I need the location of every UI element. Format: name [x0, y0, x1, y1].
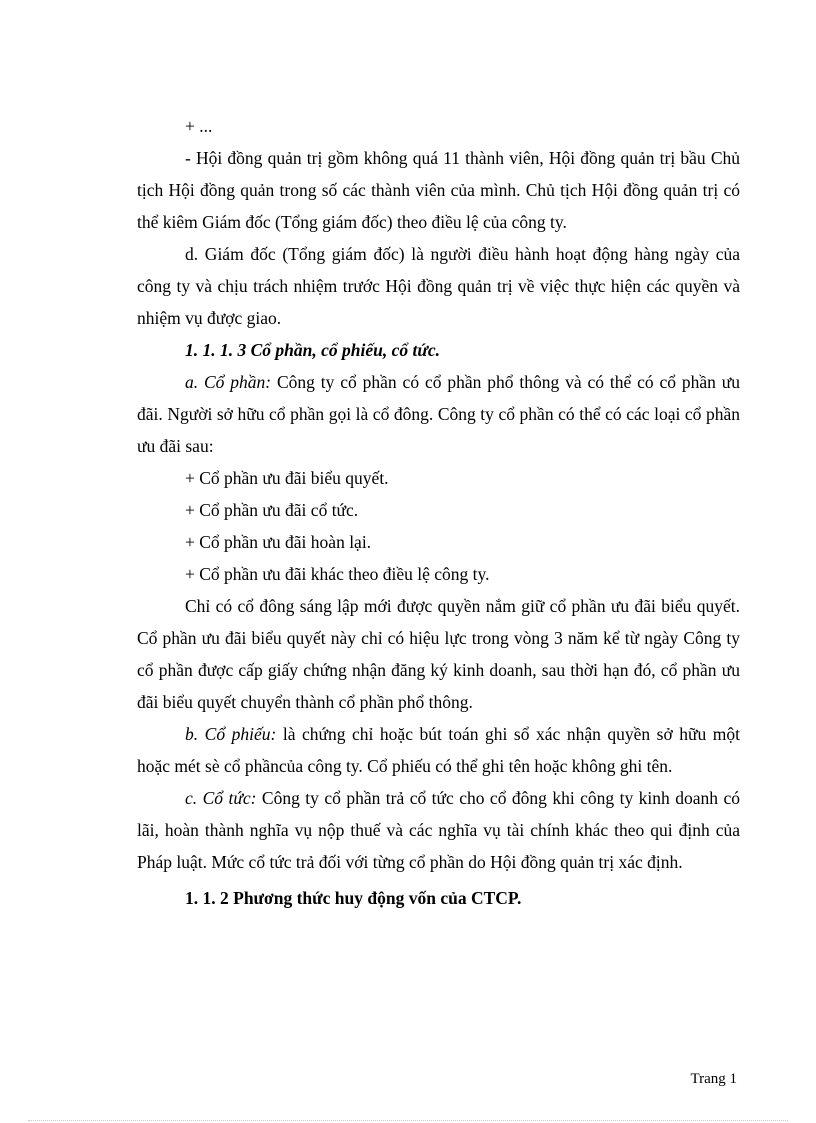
term-stocks: b. Cổ phiếu:	[185, 724, 277, 744]
paragraph-founding-shareholders: Chỉ có cổ đông sáng lập mới được quyền nắm giữ cổ phần ưu đãi biểu quyết. Cổ phần ưu đãi biểu quyết này chỉ có hiệu lực trong vòng 3 năm kể từ ngày Công ty cổ phần được cấp giấy chứng nhận đăng ký kinh doanh, sau thời hạn đó, cổ phần ưu đãi biểu quyết chuyển thành cổ phần phổ thông.	[137, 596, 740, 712]
paragraph-stocks	[137, 718, 740, 782]
paragraph-director: d. Giám đốc (Tổng giám đốc) là người điều hành hoạt động hàng ngày của công ty và chịu trách nhiệm trước Hội đồng quản trị về việc thực hiện các quyền và nhiệm vụ được giao.	[137, 244, 740, 328]
list-item: + Cổ phần ưu đãi khác theo điều lệ công ty.	[185, 564, 490, 584]
text-stocks: là chứng chỉ hoặc bút toán ghi sổ xác nhận quyền sở hữu một hoặc mét sè cổ phầncủa công ty. Cổ phiếu có thể ghi tên hoặc không ghi tên.	[137, 724, 740, 776]
heading-shares-stocks-dividends: 1. 1. 1. 3 Cổ phần, cổ phiếu, cổ tức.	[185, 340, 441, 360]
list-item: + Cổ phần ưu đãi biểu quyết.	[185, 468, 389, 488]
paragraph-board-members: - Hội đồng quản trị gồm không quá 11 thành viên, Hội đồng quản trị bầu Chủ tịch Hội đồng quản trong số các thành viên của mình. Chủ tịch Hội đồng quản trị có thể kiêm Giám đốc (Tổng giám đốc) theo điều lệ của công ty.	[137, 148, 740, 232]
page-body	[137, 110, 740, 914]
text-dividends: Công ty cổ phần trả cổ tức cho cổ đông khi công ty kinh doanh có lãi, hoàn thành nghĩa vụ nộp thuế và các nghĩa vụ tài chính khác theo qui định của Pháp luật. Mức cổ tức trả đối với từng cổ phần do Hội đồng quản trị xác định.	[137, 788, 740, 872]
term-dividends: c. Cổ tức:	[185, 788, 257, 808]
text-shares: Công ty cổ phần có cổ phần phổ thông và có thể có cổ phần ưu đãi. Người sở hữu cổ phần gọi là cổ đông. Công ty cổ phần có thể có các loại cổ phần ưu đãi sau:	[137, 372, 741, 456]
list-item: + Cổ phần ưu đãi cổ tức.	[185, 500, 359, 520]
term-shares: a. Cổ phần:	[185, 372, 272, 392]
paragraph-ellipsis: + ...	[185, 116, 213, 136]
page-number: Trang 1	[690, 1071, 737, 1087]
paragraph-dividends	[137, 782, 740, 878]
page-divider	[28, 1120, 788, 1121]
paragraph-shares	[137, 366, 740, 462]
heading-capital-methods: 1. 1. 2 Phương thức huy động vốn của CTCP.	[185, 888, 522, 908]
list-item: + Cổ phần ưu đãi hoàn lại.	[185, 532, 372, 552]
